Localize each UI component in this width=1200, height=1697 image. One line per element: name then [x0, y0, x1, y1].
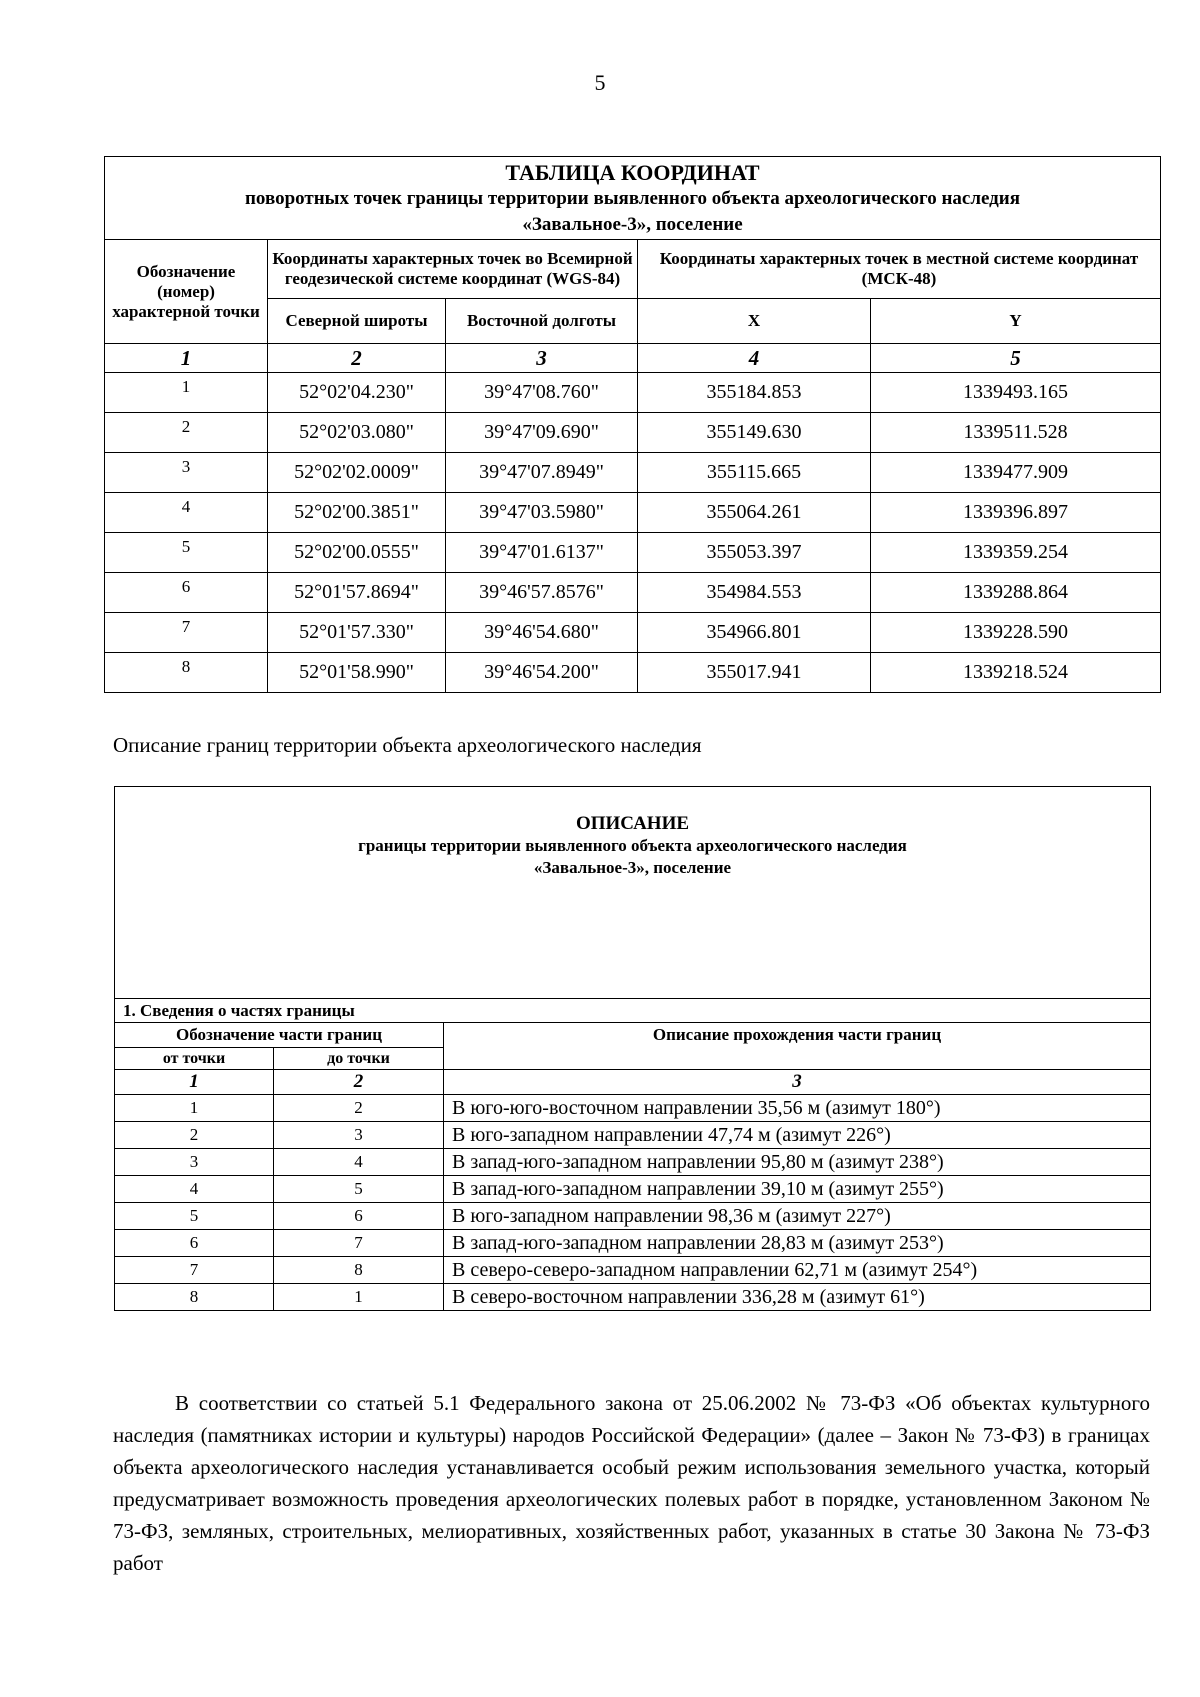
boundary-part-description: В юго-западном направлении 98,36 м (азимут 227°) [444, 1203, 1151, 1230]
column-number: 3 [444, 1070, 1151, 1095]
from-point: 4 [115, 1176, 274, 1203]
east-longitude: 39°46'54.200" [446, 653, 638, 693]
table-row [105, 373, 1161, 413]
east-longitude: 39°47'03.5980" [446, 493, 638, 533]
table-row [115, 1230, 1151, 1257]
point-number: 1 [105, 373, 268, 413]
to-point: 4 [274, 1149, 444, 1176]
description-object-name: «Завальное-3», поселение [533, 858, 732, 877]
from-point: 7 [115, 1257, 274, 1284]
header-from-point: от точки [115, 1048, 274, 1070]
description-caption: Описание границ территории объекта археологического наследия [113, 733, 702, 757]
section-heading: 1. Сведения о частях границы [115, 999, 1151, 1023]
table-row [105, 493, 1161, 533]
from-point: 5 [115, 1203, 274, 1230]
table-row [115, 1203, 1151, 1230]
point-number: 6 [105, 573, 268, 613]
description-title: ОПИСАНИЕ [575, 813, 690, 834]
boundary-description-table [114, 786, 1151, 1311]
y-coordinate: 1339477.909 [871, 453, 1161, 493]
table-row [105, 573, 1161, 613]
north-latitude: 52°02'02.0009" [268, 453, 446, 493]
y-coordinate: 1339288.864 [871, 573, 1161, 613]
table-row [105, 453, 1161, 493]
x-coordinate: 354984.553 [638, 573, 871, 613]
north-latitude: 52°02'03.080" [268, 413, 446, 453]
x-coordinate: 355064.261 [638, 493, 871, 533]
y-coordinate: 1339511.528 [871, 413, 1161, 453]
coordinates-table [104, 156, 1161, 693]
north-latitude: 52°01'57.8694" [268, 573, 446, 613]
to-point: 8 [274, 1257, 444, 1284]
coordinates-title-row [105, 157, 1161, 240]
from-point: 3 [115, 1149, 274, 1176]
boundary-part-description: В запад-юго-западном направлении 28,83 м (азимут 253°) [444, 1230, 1151, 1257]
header-y: Y [871, 299, 1161, 344]
north-latitude: 52°02'00.3851" [268, 493, 446, 533]
y-coordinate: 1339359.254 [871, 533, 1161, 573]
description-subtitle: границы территории выявленного объекта археологического наследия [358, 836, 907, 855]
description-header-row-1 [115, 1023, 1151, 1048]
y-coordinate: 1339218.524 [871, 653, 1161, 693]
header-north: Северной широты [268, 299, 446, 344]
coordinates-title: ТАБЛИЦА КООРДИНАТ [505, 160, 760, 185]
x-coordinate: 355184.853 [638, 373, 871, 413]
table-row [115, 1176, 1151, 1203]
boundary-part-description: В юго-юго-восточном направлении 35,56 м (азимут 180°) [444, 1095, 1151, 1122]
point-number: 3 [105, 453, 268, 493]
column-numbers-row [115, 1070, 1151, 1095]
coordinates-header-row-1 [105, 240, 1161, 299]
y-coordinate: 1339396.897 [871, 493, 1161, 533]
point-number: 4 [105, 493, 268, 533]
column-number: 3 [446, 344, 638, 373]
x-coordinate: 354966.801 [638, 613, 871, 653]
table-row [105, 533, 1161, 573]
boundary-part-description: В северо-восточном направлении 336,28 м (азимут 61°) [444, 1284, 1151, 1311]
to-point: 5 [274, 1176, 444, 1203]
header-wgs-group: Координаты характерных точек во Всемирной геодезической системе координат (WGS-84) [268, 240, 638, 299]
description-title-row [115, 787, 1151, 999]
north-latitude: 52°02'00.0555" [268, 533, 446, 573]
column-number: 1 [115, 1070, 274, 1095]
header-part-designation: Обозначение части границ [115, 1023, 444, 1048]
east-longitude: 39°47'09.690" [446, 413, 638, 453]
header-part-description: Описание прохождения части границ [444, 1023, 1151, 1070]
description-title-cell [115, 787, 1151, 999]
to-point: 6 [274, 1203, 444, 1230]
point-number: 2 [105, 413, 268, 453]
x-coordinate: 355053.397 [638, 533, 871, 573]
table-row [115, 1122, 1151, 1149]
y-coordinate: 1339228.590 [871, 613, 1161, 653]
east-longitude: 39°47'08.760" [446, 373, 638, 413]
boundary-part-description: В запад-юго-западном направлении 95,80 м (азимут 238°) [444, 1149, 1151, 1176]
body-paragraph: В соответствии со статьей 5.1 Федерального закона от 25.06.2002 № 73-ФЗ «Об объектах культурного наследия (памятниках истории и культуры) народов Российской Федерации» (далее – Закон № 73-ФЗ) в границах объекта археологического наследия устанавливается особый режим использования земельного участка, который предусматривает возможность проведения археологических полевых работ в порядке, установленном Законом № 73-ФЗ, земляных, строительных, мелиоративных, хозяйственных работ, указанных в статье 30 Закона № 73-ФЗ работ [113, 1391, 1150, 1575]
east-longitude: 39°46'57.8576" [446, 573, 638, 613]
table-row [115, 1257, 1151, 1284]
to-point: 2 [274, 1095, 444, 1122]
east-longitude: 39°46'54.680" [446, 613, 638, 653]
boundary-part-description: В запад-юго-западном направлении 39,10 м (азимут 255°) [444, 1176, 1151, 1203]
north-latitude: 52°01'57.330" [268, 613, 446, 653]
x-coordinate: 355115.665 [638, 453, 871, 493]
boundary-part-description: В северо-северо-западном направлении 62,71 м (азимут 254°) [444, 1257, 1151, 1284]
to-point: 1 [274, 1284, 444, 1311]
east-longitude: 39°47'01.6137" [446, 533, 638, 573]
boundary-part-description: В юго-западном направлении 47,74 м (азимут 226°) [444, 1122, 1151, 1149]
section-row [115, 999, 1151, 1023]
header-x: X [638, 299, 871, 344]
coordinates-object-name: «Завальное-3», поселение [522, 214, 743, 235]
column-numbers-row [105, 344, 1161, 373]
y-coordinate: 1339493.165 [871, 373, 1161, 413]
to-point: 7 [274, 1230, 444, 1257]
column-number: 1 [105, 344, 268, 373]
header-point-designation: Обозначение (номер) характерной точки [105, 240, 268, 344]
page-number: 5 [594, 70, 606, 95]
column-number: 2 [268, 344, 446, 373]
table-row [115, 1149, 1151, 1176]
column-number: 5 [871, 344, 1161, 373]
column-number: 4 [638, 344, 871, 373]
point-number: 5 [105, 533, 268, 573]
east-longitude: 39°47'07.8949" [446, 453, 638, 493]
table-row [115, 1095, 1151, 1122]
to-point: 3 [274, 1122, 444, 1149]
north-latitude: 52°01'58.990" [268, 653, 446, 693]
from-point: 1 [115, 1095, 274, 1122]
coordinates-subtitle: поворотных точек границы территории выявленного объекта археологического наследия [244, 188, 1021, 209]
table-row [115, 1284, 1151, 1311]
x-coordinate: 355149.630 [638, 413, 871, 453]
from-point: 6 [115, 1230, 274, 1257]
header-to-point: до точки [274, 1048, 444, 1070]
x-coordinate: 355017.941 [638, 653, 871, 693]
from-point: 2 [115, 1122, 274, 1149]
header-msk-group: Координаты характерных точек в местной системе координат (МСК-48) [638, 240, 1161, 299]
header-east: Восточной долготы [446, 299, 638, 344]
coordinates-title-cell [105, 157, 1161, 240]
table-row [105, 413, 1161, 453]
column-number: 2 [274, 1070, 444, 1095]
point-number: 8 [105, 653, 268, 693]
north-latitude: 52°02'04.230" [268, 373, 446, 413]
table-row [105, 653, 1161, 693]
point-number: 7 [105, 613, 268, 653]
from-point: 8 [115, 1284, 274, 1311]
table-row [105, 613, 1161, 653]
